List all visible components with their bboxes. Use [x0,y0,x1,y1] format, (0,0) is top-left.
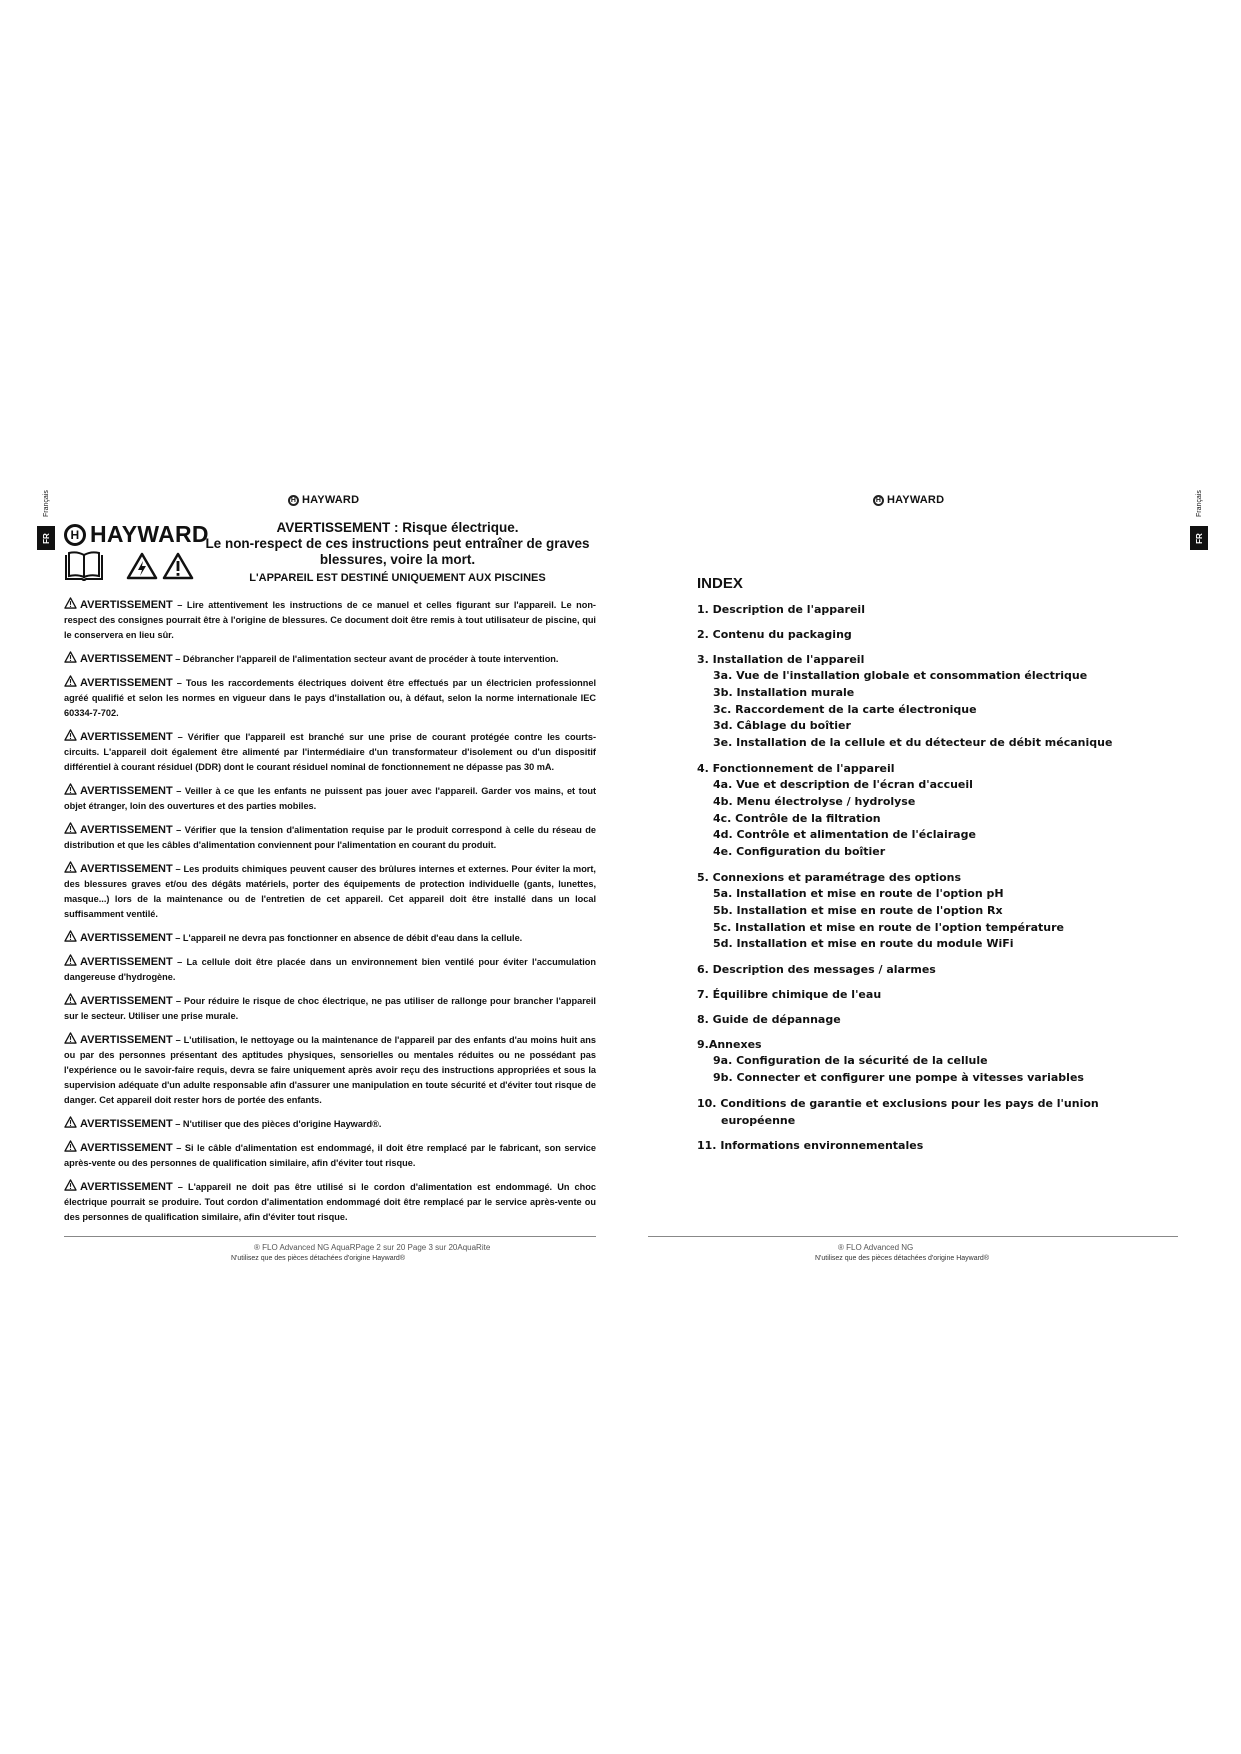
warning-item [64,597,596,643]
toc-subsection: 3b. Installation murale [713,685,855,699]
toc-subsection: 5a. Installation et mise en route de l'option pH [713,886,1004,900]
footer-text-left: ® FLO Advanced NG AquaRPage 2 sur 20 Page 3 sur 20AquaRite [254,1243,491,1252]
hayward-mark-icon: H [64,524,86,546]
toc-subsection: 3d. Câblage du boîtier [713,719,851,733]
warning-triangle-icon [64,822,77,834]
warning-triangle-icon [64,930,77,942]
toc-section: 10. Conditions de garantie et exclusions pour les pays de l'union [697,1096,1099,1110]
footer-divider-right [648,1236,1178,1237]
warning-text: – Veiller à ce que les enfants ne puissent pas jouer avec l'appareil. Garder vos mains, et tout objet étranger, loin des ouvertures et des parties mobiles. [64,786,596,811]
side-tab-left [37,526,55,550]
header-title-line3: blessures, voire la mort. [319,552,476,567]
toc-section: 9.Annexes [697,1038,762,1052]
warning-triangle-icon [64,729,77,741]
footer-divider-left [64,1236,596,1237]
toc-section: 5. Connexions et paramétrage des options [697,870,962,884]
manual-book-icon [64,550,104,582]
warning-item [64,822,596,853]
warning-icons [64,550,194,582]
footer-note-left: N'utilisez que des pièces détachées d'origine Hayward® [231,1255,405,1262]
warning-text: – Tous les raccordements électriques doivent être effectués par un électricien professionnel agréé qualifié et selon les normes en vigueur dans le pays d'installation ou, à défaut, selon la norme internationale IEC 60334-7-702. [64,678,596,718]
toc-subsection: 9a. Configuration de la sécurité de la cellule [713,1054,988,1068]
warning-label: AVERTISSEMENT [80,653,173,665]
warning-triangle-icon [64,783,77,795]
warning-triangle-icon [64,993,77,1005]
toc-subsection: 4c. Contrôle de la filtration [713,811,881,825]
warning-label: AVERTISSEMENT [80,824,173,836]
warning-text: – N'utiliser que des pièces d'origine Hayward®. [175,1119,382,1129]
hayward-logo-small-left [288,494,359,506]
warning-label: AVERTISSEMENT [80,731,173,743]
warning-label: AVERTISSEMENT [80,677,173,689]
warning-triangle-icon [64,597,77,609]
warning-text: – L'utilisation, le nettoyage ou la maintenance de l'appareil par des enfants d'au moins huit ans ou par des personnes présentant des aptitudes physiques, sensorielles ou mentales réduites ou ne possédant pas l'expérience ou le savoir-faire requis, devra se faire uniquement après avoir reçu des instructions appropriées et sous la supervision adéquate d'un adulte responsable afin d'assurer une manipulation en toute sécurité et d'éviter tout risque de danger. Cet appareil doit rester hors de portée des enfants. [64,1035,596,1105]
side-language-right: Français [1196,490,1203,517]
warning-item [64,1032,596,1108]
toc-section: 2. Contenu du packaging [697,628,852,641]
toc-subsection: 9b. Connecter et configurer une pompe à vitesses variables [713,1070,1084,1084]
warning-text: – L'appareil ne devra pas fonctionner en absence de débit d'eau dans la cellule. [175,933,523,943]
hayward-logo-small-right [873,494,944,506]
warning-item [64,861,596,922]
warning-text: – L'appareil ne doit pas être utilisé si le cordon d'alimentation est endommagé. Un choc électrique pourrait se produire. Tout cordon d'alimentation endommagé doit être remplacé par le service après-vente ou des personnes de qualification similaire, afin d'éviter tout risque. [64,1182,596,1222]
warning-text: – La cellule doit être placée dans un environnement bien ventilé pour éviter l'accumulation dangereuse d'hydrogène. [64,957,596,982]
warning-label: AVERTISSEMENT [80,599,173,611]
warning-label: AVERTISSEMENT [80,785,173,797]
warning-item [64,1179,596,1225]
hayward-mark-icon: H [873,495,884,506]
warning-label: AVERTISSEMENT [80,1118,173,1130]
warning-triangle-icon [64,861,77,873]
header-subtitle: L'APPAREIL EST DESTINÉ UNIQUEMENT AUX PISCINES [249,572,546,584]
warning-triangle-icon [64,954,77,966]
warning-text: – Vérifier que l'appareil est branché sur une prise de courant protégée contre les courts-circuits. L'appareil doit également être alimenté par l'intermédiaire d'un transformateur d'isolement ou d'un dispositif différentiel à courant résiduel (DDR) dont le courant résiduel nominal de fonctionnement ne dépasse pas 30 mA. [64,732,597,772]
side-language-left: Français [43,490,50,517]
side-tab-code: FR [41,532,51,544]
toc-section: 1. Description de l'appareil [697,603,865,616]
warning-item [64,783,596,814]
warning-triangle-icon [162,552,194,580]
table-of-contents [697,601,1217,1154]
toc-subsection: 5c. Installation et mise en route de l'option température [713,920,1064,934]
hayward-logo-large [64,521,209,548]
warning-item [64,1116,596,1132]
toc-section: 7. Équilibre chimique de l'eau [697,988,882,1002]
warning-item [64,1140,596,1171]
header-title-line1: AVERTISSEMENT : Risque électrique. [276,520,519,535]
warning-text: – Lire attentivement les instructions de ce manuel et celles figurant sur l'appareil. Le non-respect des consignes pourrait être à l'origine de blessures. Ce document doit être remis à tout utilisateur de piscine, qui le conservera en lieu sûr. [64,600,596,640]
warning-label: AVERTISSEMENT [80,956,173,968]
hayward-mark-icon: H [288,495,299,506]
toc-subsection: 3a. Vue de l'installation globale et consommation électrique [713,669,1088,682]
warning-label: AVERTISSEMENT [80,932,173,944]
logo-text: HAYWARD [887,494,945,506]
warning-item [64,675,596,721]
warning-triangle-icon [64,1179,77,1191]
warning-header [200,520,595,584]
toc-subsection: 4e. Configuration du boîtier [713,845,886,859]
index-title: INDEX [697,575,743,592]
toc-section: 11. Informations environnementales [697,1138,924,1152]
warning-item [64,651,596,667]
warning-label: AVERTISSEMENT [80,863,173,875]
toc-subsection: 4a. Vue et description de l'écran d'accueil [713,777,973,791]
warning-text: – Débrancher l'appareil de l'alimentation secteur avant de procéder à toute intervention. [175,654,559,664]
toc-subsection: 3c. Raccordement de la carte électronique [713,702,977,716]
warning-text: – Pour réduire le risque de choc électrique, ne pas utiliser de rallonge pour brancher l'appareil sur le secteur. Utiliser une prise murale. [64,996,596,1021]
header-title-line2: Le non-respect de ces instructions peut entraîner de graves [205,536,590,551]
warning-label: AVERTISSEMENT [80,1181,173,1193]
side-tab-code: FR [1194,532,1204,544]
warning-item [64,954,596,985]
toc-section: 3. Installation de l'appareil [697,653,865,666]
toc-section: 6. Description des messages / alarmes [697,963,936,977]
warning-label: AVERTISSEMENT [80,995,173,1007]
side-tab-right [1190,526,1208,550]
warning-triangle-icon [64,651,77,663]
warning-item [64,729,596,775]
warning-triangle-icon [64,675,77,687]
warning-label: AVERTISSEMENT [80,1142,173,1154]
toc-section: 8. Guide de dépannage [697,1013,841,1027]
logo-text: HAYWARD [302,494,360,506]
toc-subsection: 5b. Installation et mise en route de l'option Rx [713,903,1003,917]
warnings-list [64,597,596,1233]
toc-subsection: 5d. Installation et mise en route du module WiFi [713,937,1014,951]
toc-section: 4. Fonctionnement de l'appareil [697,761,895,775]
toc-subsection: 3e. Installation de la cellule et du détecteur de débit mécanique [713,736,1113,750]
warning-triangle-icon [64,1140,77,1152]
toc-subsection: 4b. Menu électrolyse / hydrolyse [713,794,916,808]
warning-triangle-icon [64,1032,77,1044]
warning-text: – Si le câble d'alimentation est endommagé, il doit être remplacé par le fabricant, son service après-vente ou des personnes de qualification similaire, afin d'éviter tout risque. [64,1143,596,1168]
footer-note-right: N'utilisez que des pièces détachées d'origine Hayward® [815,1255,989,1262]
warning-item [64,993,596,1024]
toc-subsection: 4d. Contrôle et alimentation de l'éclairage [713,828,976,842]
footer-text-right: ® FLO Advanced NG [838,1243,914,1252]
warning-item [64,930,596,946]
warning-triangle-icon [64,1116,77,1128]
warning-text: – Les produits chimiques peuvent causer des brûlures internes et externes. Pour éviter la mort, des blessures graves et/ou des dégâts matériels, porter des équipements de protection individuelle (gants, lunettes, masque...) lors de la maintenance ou de l'entretien de cet appareil. Cet appareil doit être installé dans un local suffisamment ventilé. [64,864,596,919]
toc-section-continuation: européenne [721,1113,796,1127]
warning-label: AVERTISSEMENT [80,1034,173,1046]
warning-text: – Vérifier que la tension d'alimentation requise par le produit correspond à celle du réseau de distribution et que les câbles d'alimentation conviennent pour l'alimentation en courant du produit. [64,825,596,850]
logo-text: HAYWARD [90,521,209,547]
electric-hazard-icon [126,552,158,580]
